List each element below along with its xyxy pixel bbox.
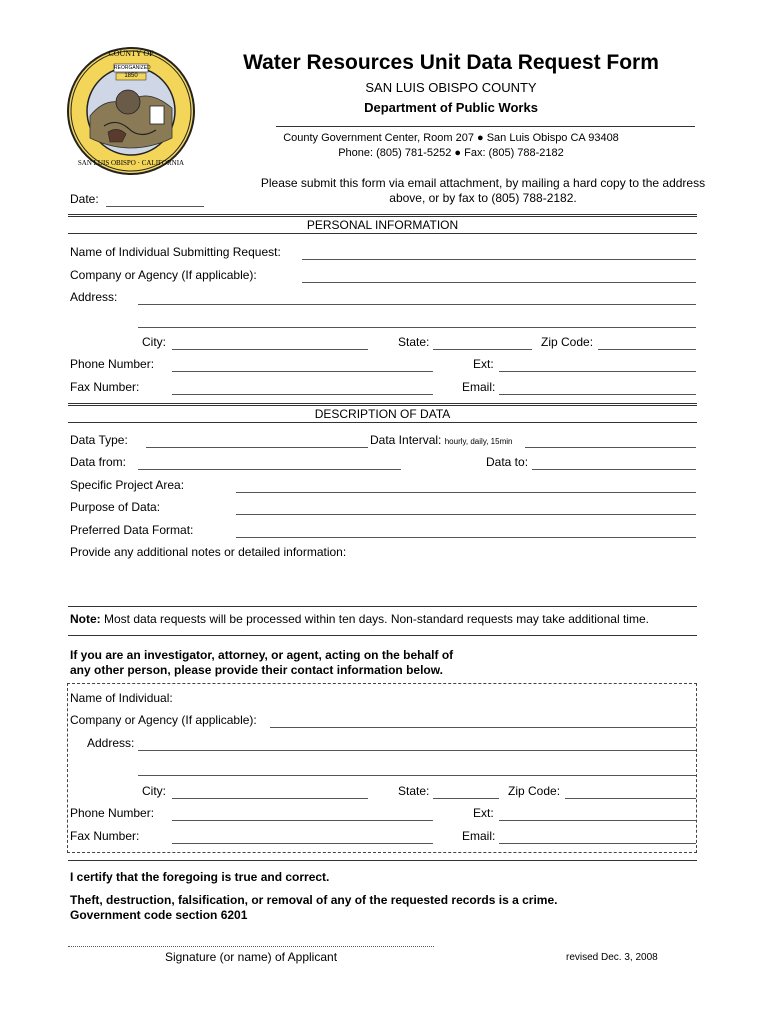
agent-email-label: Email: bbox=[462, 829, 496, 843]
submitter-email-label: Email: bbox=[462, 380, 496, 394]
data-description-heading: DESCRIPTION OF DATA bbox=[314, 407, 451, 421]
agent-ext-label: Ext: bbox=[473, 806, 494, 820]
agent-heading-line1: If you are an investigator, attorney, or agent, acting on the behalf of bbox=[70, 648, 454, 662]
submitter-city-field[interactable] bbox=[172, 335, 368, 350]
submit-instructions-line2: above, or by fax to (805) 788-2182. bbox=[389, 191, 577, 205]
date-label: Date: bbox=[70, 192, 99, 206]
agent-fax-label: Fax Number: bbox=[70, 829, 140, 843]
agent-address-field[interactable] bbox=[138, 736, 696, 751]
data-format-field[interactable] bbox=[236, 523, 696, 538]
note-label: Note: bbox=[70, 612, 101, 626]
data-interval-field[interactable] bbox=[525, 433, 696, 448]
department-name: Department of Public Works bbox=[364, 100, 538, 115]
data-type-field[interactable] bbox=[146, 433, 368, 448]
purpose-field[interactable] bbox=[236, 500, 696, 515]
submitter-ext-label: Ext: bbox=[473, 357, 494, 371]
revision-date: revised Dec. 3, 2008 bbox=[566, 952, 658, 963]
crime-warning-line2: Government code section 6201 bbox=[70, 908, 248, 922]
submitter-name-field[interactable] bbox=[302, 245, 696, 260]
agent-name-label: Name of Individual: bbox=[70, 691, 173, 705]
seal-year: 1850 bbox=[124, 73, 138, 79]
agent-company-field[interactable] bbox=[270, 713, 696, 728]
submitter-address-label: Address: bbox=[70, 290, 118, 304]
personal-info-heading: PERSONAL INFORMATION bbox=[306, 218, 459, 232]
submitter-company-field[interactable] bbox=[302, 268, 696, 283]
signature-field[interactable] bbox=[68, 932, 434, 947]
data-format-label: Preferred Data Format: bbox=[70, 523, 194, 537]
office-address: County Government Center, Room 207 ● San Luis Obispo CA 93408 bbox=[283, 132, 619, 144]
data-from-label: Data from: bbox=[70, 455, 127, 469]
processing-note bbox=[70, 612, 649, 626]
submitter-state-label: State: bbox=[398, 335, 430, 349]
office-phone: Phone: (805) 781-5252 ● Fax: (805) 788-2182 bbox=[338, 147, 564, 159]
note-top-rule bbox=[68, 606, 697, 607]
agent-city-label: City: bbox=[142, 784, 166, 798]
agent-state-field[interactable] bbox=[433, 784, 499, 799]
agent-fax-field[interactable] bbox=[172, 829, 433, 844]
agent-address-label: Address: bbox=[87, 736, 135, 750]
submitter-address-field-2[interactable] bbox=[138, 313, 696, 328]
county-name: SAN LUIS OBISPO COUNTY bbox=[365, 80, 537, 95]
project-area-label: Specific Project Area: bbox=[70, 478, 185, 492]
submitter-phone-label: Phone Number: bbox=[70, 357, 155, 371]
data-to-field[interactable] bbox=[532, 455, 696, 470]
submitter-fax-label: Fax Number: bbox=[70, 380, 140, 394]
agent-email-field[interactable] bbox=[499, 829, 696, 844]
data-to-label: Data to: bbox=[486, 455, 529, 469]
agent-phone-field[interactable] bbox=[172, 806, 433, 821]
agent-phone-label: Phone Number: bbox=[70, 806, 155, 820]
submitter-zip-label: Zip Code: bbox=[541, 335, 594, 349]
additional-notes-field[interactable] bbox=[70, 570, 696, 600]
data-description-header bbox=[68, 403, 697, 423]
submit-instructions-line1: Please submit this form via email attachment, by mailing a hard copy to the address bbox=[260, 176, 706, 190]
crime-warning-line1: Theft, destruction, falsification, or removal of any of the requested records is a crime. bbox=[70, 893, 558, 907]
data-type-label: Data Type: bbox=[70, 433, 128, 447]
submitter-state-field[interactable] bbox=[433, 335, 532, 350]
agent-state-label: State: bbox=[398, 784, 430, 798]
data-interval-label bbox=[370, 433, 512, 449]
agent-zip-label: Zip Code: bbox=[508, 784, 561, 798]
agent-name-field[interactable] bbox=[182, 691, 696, 705]
submitter-phone-field[interactable] bbox=[172, 357, 433, 372]
data-interval-hint: hourly, daily, 15min bbox=[444, 437, 513, 446]
submitter-email-field[interactable] bbox=[499, 380, 696, 395]
certify-top-rule bbox=[68, 860, 697, 861]
header-divider bbox=[276, 126, 695, 127]
seal-top-text: COUNTY OF bbox=[108, 49, 154, 58]
personal-info-header bbox=[68, 214, 697, 234]
project-area-field[interactable] bbox=[236, 478, 696, 493]
certify-statement: I certify that the foregoing is true and correct. bbox=[70, 870, 330, 884]
additional-notes-label: Provide any additional notes or detailed information: bbox=[70, 545, 347, 559]
agent-company-label: Company or Agency (If applicable): bbox=[70, 713, 257, 727]
submitter-fax-field[interactable] bbox=[172, 380, 433, 395]
submitter-city-label: City: bbox=[142, 335, 166, 349]
seal-banner-text: REORGANIZED bbox=[114, 65, 151, 71]
purpose-label: Purpose of Data: bbox=[70, 500, 161, 514]
agent-city-field[interactable] bbox=[172, 784, 368, 799]
county-seal-icon bbox=[66, 46, 196, 176]
data-interval-label-text: Data Interval: bbox=[370, 433, 442, 447]
note-text: Most data requests will be processed within ten days. Non-standard requests may take additional time. bbox=[100, 612, 649, 626]
submitter-name-label: Name of Individual Submitting Request: bbox=[70, 245, 281, 259]
signature-label: Signature (or name) of Applicant bbox=[164, 950, 338, 964]
form-title: Water Resources Unit Data Request Form bbox=[243, 51, 659, 74]
submitter-ext-field[interactable] bbox=[499, 357, 696, 372]
agent-ext-field[interactable] bbox=[499, 806, 696, 821]
agent-address-field-2[interactable] bbox=[138, 761, 696, 776]
note-bottom-rule bbox=[68, 635, 697, 636]
data-from-field[interactable] bbox=[138, 455, 401, 470]
date-field[interactable] bbox=[106, 192, 204, 207]
agent-heading-line2: any other person, please provide their contact information below. bbox=[70, 663, 443, 677]
submitter-address-field[interactable] bbox=[138, 290, 696, 305]
seal-bottom-text: SAN LUIS OBISPO · CALIFORNIA bbox=[77, 159, 185, 167]
submitter-company-label: Company or Agency (If applicable): bbox=[70, 268, 257, 282]
submitter-zip-field[interactable] bbox=[598, 335, 696, 350]
agent-zip-field[interactable] bbox=[565, 784, 696, 799]
